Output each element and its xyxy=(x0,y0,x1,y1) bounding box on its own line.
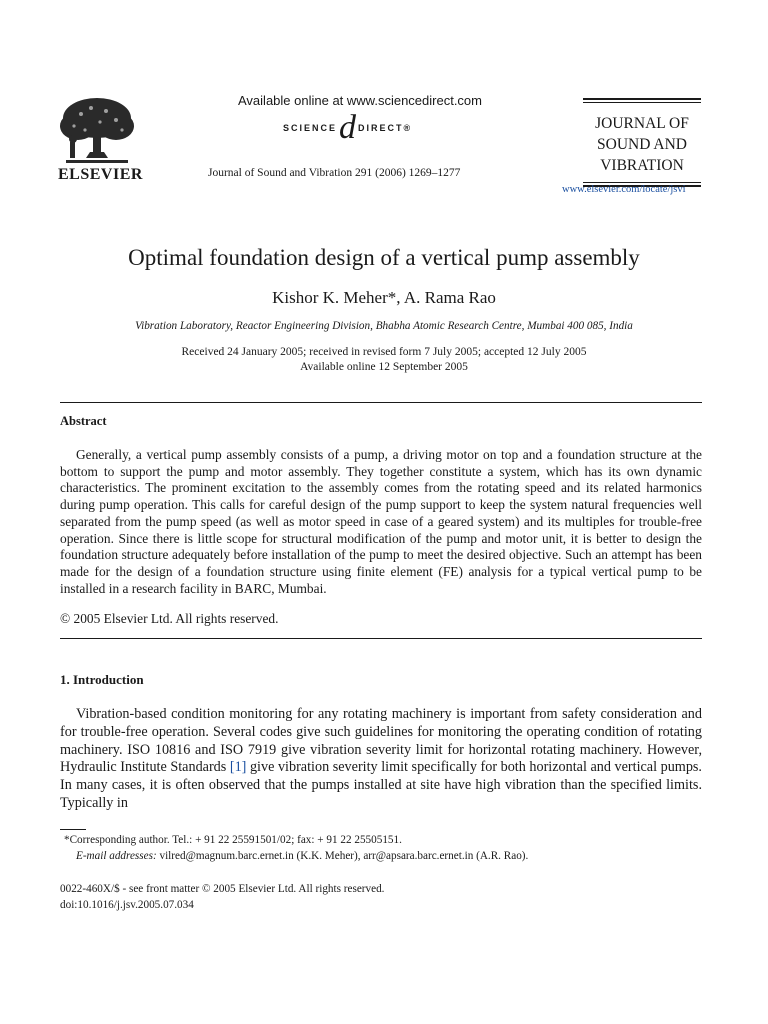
available-online-date: Available online 12 September 2005 xyxy=(300,361,468,373)
email-addresses: vilred@magnum.barc.ernet.in (K.K. Meher), arr@apsara.barc.ernet.in (A.R. Rao). xyxy=(156,849,529,862)
doi-line[interactable]: doi:10.1016/j.jsv.2005.07.034 xyxy=(60,898,194,911)
footnote xyxy=(60,833,702,864)
availability-notice: Available online at www.sciencedirect.com xyxy=(238,93,482,108)
divider xyxy=(60,402,702,403)
journal-title-rule xyxy=(583,102,701,103)
introduction-paragraph xyxy=(60,706,702,813)
journal-title xyxy=(583,105,701,182)
section-heading: 1. Introduction xyxy=(60,672,144,687)
introduction-body xyxy=(60,706,702,813)
journal-title-line: SOUND AND xyxy=(597,136,687,153)
email-line xyxy=(60,849,702,865)
paper-title: Optimal foundation design of a vertical pump assembly xyxy=(128,245,640,270)
front-matter xyxy=(60,882,384,913)
sd-logo-mark: ® xyxy=(403,123,413,133)
sd-logo-left: SCIENCE xyxy=(283,123,338,133)
journal-title-rule xyxy=(583,182,701,183)
sd-logo-at-icon: d xyxy=(339,109,357,146)
corresponding-author: *Corresponding author. Tel.: + 91 22 25591501/02; fax: + 91 22 25505151. xyxy=(64,834,402,846)
intro-text: Vibration-based condition monitoring for any rotating machinery is important from safety consideration and for trouble-free operation. Several codes give such guidelines for monitoring the operating condition of rotating machinery. ISO 10816 and ISO 7919 give vibration severity limit for horizontal rotating machinery. However, Hydraulic Institute Standards xyxy=(60,706,702,776)
authors: Kishor K. Meher*, A. Rama Rao xyxy=(272,288,496,307)
footnote-rule xyxy=(60,829,86,830)
abstract-body xyxy=(60,447,702,597)
email-label: E-mail addresses: xyxy=(76,849,157,862)
received-dates: Received 24 January 2005; received in revised form 7 July 2005; accepted 12 July 2005 xyxy=(181,346,587,358)
journal-title-box xyxy=(583,98,701,189)
journal-reference: Journal of Sound and Vibration 291 (2006) 1269–1277 xyxy=(208,167,461,179)
divider xyxy=(60,638,702,639)
journal-title-line: JOURNAL OF xyxy=(595,115,689,132)
journal-url-link[interactable]: www.elsevier.com/locate/jsvi xyxy=(562,184,686,195)
sciencedirect-logo[interactable] xyxy=(283,109,413,146)
reference-link[interactable]: [1] xyxy=(229,759,247,776)
publisher-name: ELSEVIER xyxy=(58,166,143,183)
copyright-notice: © 2005 Elsevier Ltd. All rights reserved. xyxy=(60,611,279,626)
journal-title-line: VIBRATION xyxy=(600,157,684,174)
abstract-text: Generally, a vertical pump assembly consists of a pump, a driving motor on top and a foundation structure at the bottom to support the pump and motor assembly. They together constitute a system, which has its own dynamic characteristics. The prominent excitation to the assembly comes from the rotating speed and its related harmonics during pump operation. This calls for careful design of the pump support to keep the system natural frequencies well separated from the pump speed (as well as motor speed in case of a geared system) and its multiples for trouble-free operation. Since there is little scope for structural modification of the pump and motor unit, it is better to design the foundation structure adequately before installation of the pump to meet the desired objective. Such an attempt has been made for the design of a foundation structure using finite element (FE) analysis for a typical vertical pump to be installed in a research facility in BARC, Mumbai. xyxy=(60,447,702,596)
affiliation: Vibration Laboratory, Reactor Engineering Division, Bhabha Atomic Research Centre, Mumbai 400 085, India xyxy=(135,320,633,332)
sd-logo-right: DIRECT xyxy=(358,123,404,133)
journal-title-rule xyxy=(583,98,701,100)
abstract-heading: Abstract xyxy=(60,414,107,428)
issn-line: 0022-460X/$ - see front matter © 2005 Elsevier Ltd. All rights reserved. xyxy=(60,883,385,895)
intro-text: give vibration severity limit specifically for both horizontal and vertical pumps. In many cases, it is often observed that the pumps installed at site have high vibration than the specified limits. Typically in xyxy=(60,759,702,811)
article-dates xyxy=(0,345,768,375)
